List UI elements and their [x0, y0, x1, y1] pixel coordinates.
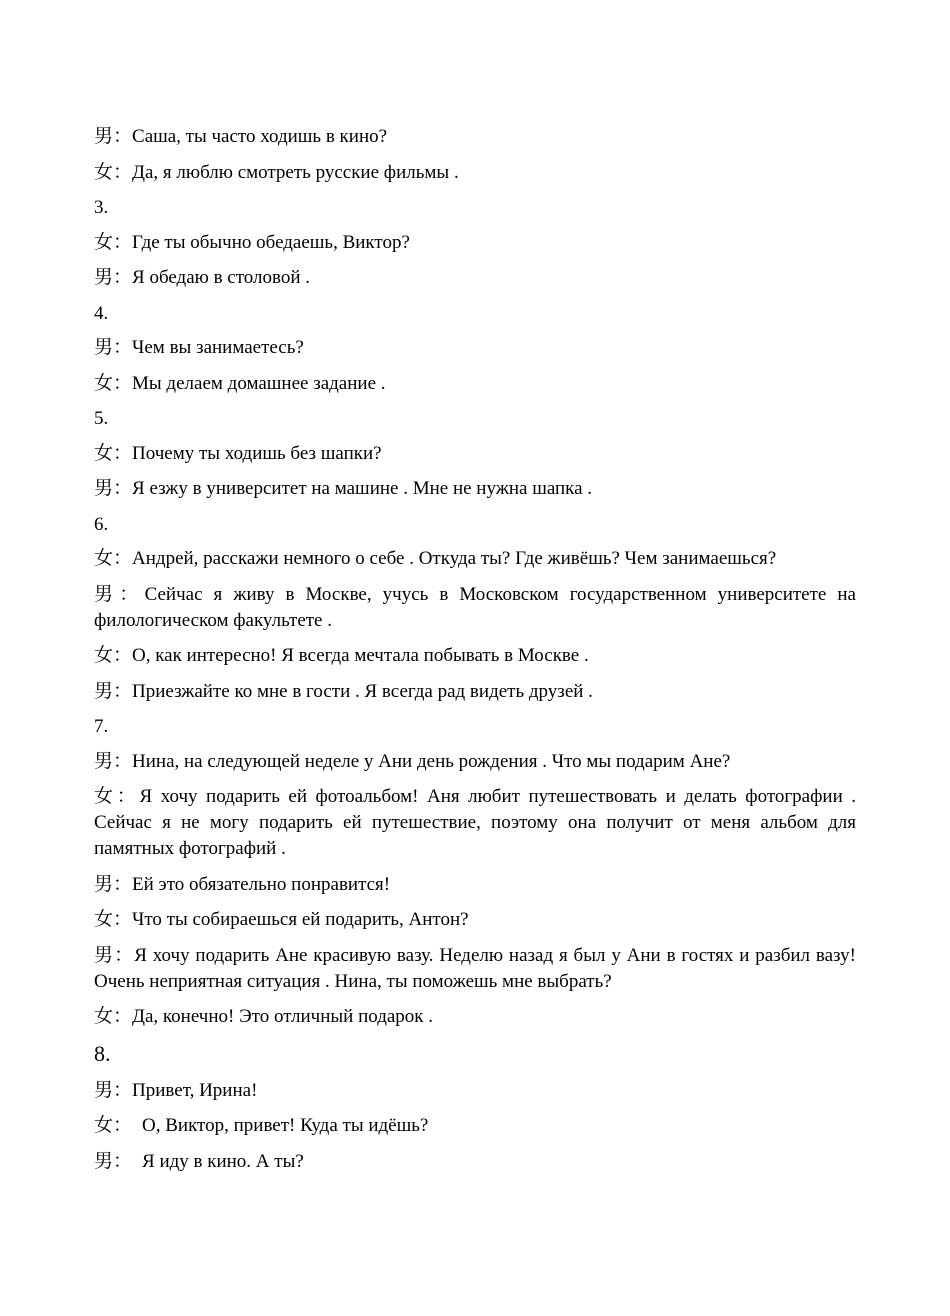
speaker-label: 男： — [94, 1079, 133, 1101]
dialogue-number: 4. — [94, 302, 109, 324]
line-text: Чем вы занимаетесь? — [132, 337, 304, 358]
line-text: Саша, ты часто ходишь в кино? — [132, 126, 388, 147]
speaker-label: 女： — [94, 1006, 133, 1027]
speaker-label: 男： — [94, 680, 133, 702]
dialogue-line — [94, 230, 856, 256]
dialogue-line — [94, 784, 856, 862]
line-text: Сейчас я живу в Москве, учусь в Московском государственном университете на филологическом факультете . — [94, 583, 856, 631]
dialogue-line — [94, 679, 856, 705]
speaker-label: 女： — [94, 548, 133, 569]
dialogue-line — [94, 476, 856, 502]
line-text: Да, я люблю смотреть русские фильмы . — [132, 161, 459, 183]
dialogue-number: 7. — [94, 716, 109, 737]
dialogue-number: 5. — [94, 408, 109, 429]
line-text: Приезжайте ко мне в гости . Я всегда рад видеть друзей . — [132, 680, 593, 702]
speaker-label: 男： — [94, 267, 133, 288]
speaker-label: 女： — [94, 372, 133, 394]
dialogue-line — [94, 265, 856, 291]
speaker-label: 男： — [94, 478, 133, 499]
dialogue-line — [94, 582, 856, 634]
line-text: Я хочу подарить ей фотоальбом! Аня любит путешествовать и делать фотографии . Сейчас я не могу подарить ей путешествие, поэтому она получит от меня альбом для памятных фотографий . — [94, 786, 856, 859]
speaker-label: 女： — [94, 231, 133, 253]
dialogue-line — [94, 441, 856, 467]
speaker-label: 男： — [94, 126, 133, 147]
dialogue-line — [94, 1078, 856, 1104]
line-text: О, Виктор, привет! Куда ты идёшь? — [142, 1115, 429, 1136]
dialogue-line — [94, 907, 856, 933]
dialogue-number: 8. — [94, 1040, 111, 1066]
speaker-label: 男： — [94, 1150, 133, 1172]
dialogue-line — [94, 1149, 856, 1175]
line-text: Да, конечно! Это отличный подарок . — [132, 1006, 434, 1027]
line-text: Я езжу в университет на машине . Мне не нужна шапка . — [132, 478, 593, 499]
dialogue-line — [94, 371, 856, 397]
dialogue-text — [94, 124, 856, 1184]
line-text: Я иду в кино. А ты? — [142, 1150, 304, 1172]
speaker-label: 男： — [94, 750, 133, 772]
speaker-label: 男： — [94, 337, 133, 358]
dialogue-line — [94, 335, 856, 361]
dialogue-line — [94, 160, 856, 186]
dialogue-line — [94, 943, 856, 995]
dialogue-line — [94, 124, 856, 150]
dialogue-number: 3. — [94, 197, 109, 218]
dialogue-number: 6. — [94, 513, 109, 535]
dialogue-line — [94, 1004, 856, 1030]
line-text: Я обедаю в столовой . — [132, 267, 311, 288]
line-text: Мы делаем домашнее задание . — [132, 372, 386, 394]
line-text: Где ты обычно обедаешь, Виктор? — [132, 231, 410, 253]
line-text: Андрей, расскажи немного о себе . Откуда ты? Где живёшь? Чем занимаешься? — [132, 548, 777, 569]
line-text: Привет, Ирина! — [132, 1079, 258, 1101]
dialogue-line — [94, 749, 856, 775]
line-text: Я хочу подарить Ане красивую вазу. Неделю назад я был у Ани в гостях и разбил вазу! Очень неприятная ситуация . Нина, ты поможешь мне выбрать? — [94, 944, 856, 992]
speaker-label: 女： — [94, 1115, 133, 1136]
speaker-label: 女： — [94, 909, 133, 930]
speaker-label: 女： — [94, 786, 140, 807]
speaker-label: 女： — [94, 645, 133, 666]
dialogue-line — [94, 872, 856, 898]
line-text: Нина, на следующей неделе у Ани день рождения . Что мы подарим Ане? — [132, 750, 731, 772]
dialogue-line — [94, 1113, 856, 1139]
speaker-label: 女： — [94, 442, 133, 464]
line-text: Ей это обязательно понравится! — [132, 873, 391, 895]
speaker-label: 女： — [94, 161, 133, 183]
line-text: Почему ты ходишь без шапки? — [132, 442, 382, 464]
speaker-label: 男： — [94, 583, 145, 605]
line-text: О, как интересно! Я всегда мечтала побывать в Москве . — [132, 645, 589, 666]
dialogue-line — [94, 546, 856, 572]
speaker-label: 男： — [94, 944, 135, 966]
speaker-label: 男： — [94, 873, 133, 895]
dialogue-line — [94, 643, 856, 669]
line-text: Что ты собираешься ей подарить, Антон? — [132, 909, 469, 930]
